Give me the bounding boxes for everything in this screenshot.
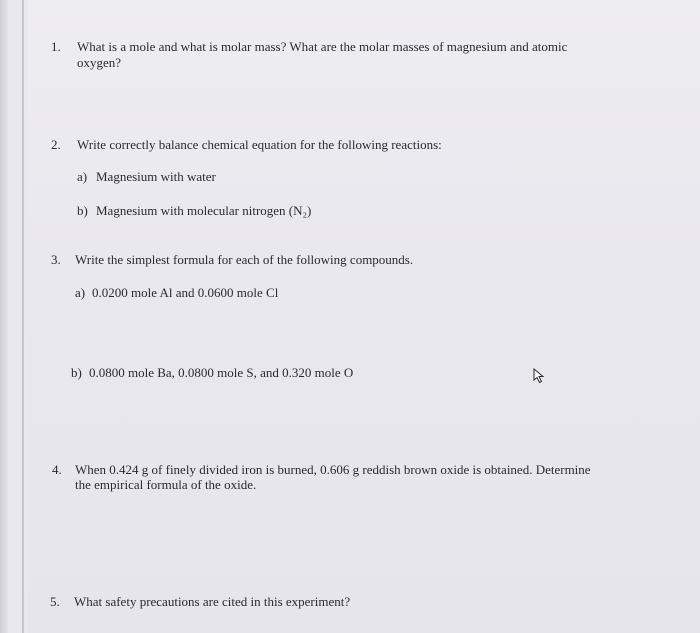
question-4-number: 4.: [52, 462, 62, 477]
question-5-text: What safety precautions are cited in this experiment?: [74, 594, 351, 609]
question-3-part-a-text: 0.0200 mole Al and 0.0600 mole Cl: [92, 285, 279, 300]
question-1-line-1: What is a mole and what is molar mass? What are the molar masses of magnesium and atomic: [77, 39, 568, 54]
question-5-number: 5.: [50, 594, 60, 609]
question-2-part-a-label: a): [77, 169, 88, 184]
page-left-shadow: [0, 0, 8, 633]
mouse-pointer-icon: [533, 368, 547, 384]
question-3-text: Write the simplest formula for each of the following compounds.: [75, 252, 414, 267]
question-3-number: 3.: [51, 252, 61, 267]
question-1-number: 1.: [51, 39, 61, 54]
question-3-part-b-label: b): [71, 365, 82, 380]
question-1-line-2: oxygen?: [77, 55, 122, 70]
question-4-line-2: the empirical formula of the oxide.: [75, 477, 257, 492]
question-3-part-b-text: 0.0800 mole Ba, 0.0800 mole S, and 0.320 mole O: [89, 365, 354, 380]
page-margin-line: [22, 0, 24, 633]
question-4-line-1: When 0.424 g of finely divided iron is burned, 0.606 g reddish brown oxide is obtained. Determine: [75, 462, 591, 477]
question-2-text: Write correctly balance chemical equation for the following reactions:: [77, 137, 442, 152]
question-2-part-b-label: b): [77, 203, 88, 218]
question-2-part-a-text: Magnesium with water: [96, 169, 216, 184]
question-3-part-a-label: a): [75, 285, 86, 300]
question-2-part-b-text: Magnesium with molecular nitrogen (N₂): [96, 203, 312, 218]
question-2-number: 2.: [51, 137, 61, 152]
worksheet-page: [28, 0, 700, 633]
